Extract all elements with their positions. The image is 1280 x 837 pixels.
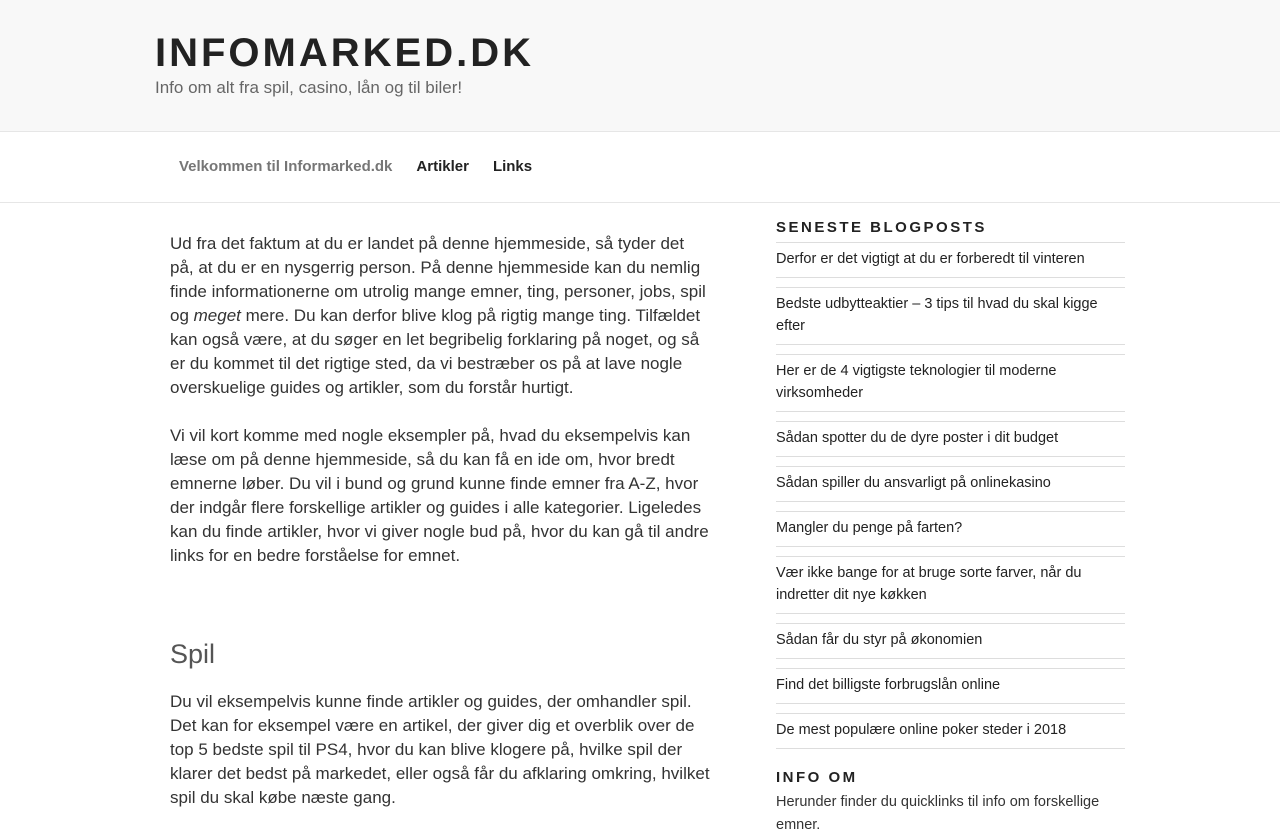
main-content	[170, 232, 710, 834]
list-item	[776, 668, 1125, 704]
post-link[interactable]: Sådan får du styr på økonomien	[776, 632, 983, 648]
post-link[interactable]: Mangler du penge på farten?	[776, 520, 963, 536]
nav-link-artikler[interactable]: Artikler	[416, 158, 469, 175]
recent-posts-widget	[776, 218, 1125, 749]
nav-list	[167, 156, 544, 178]
list-item	[776, 466, 1125, 502]
post-link[interactable]: Vær ikke bange for at bruge sorte farver, når du indretter dit nye køkken	[776, 565, 1082, 603]
recent-posts-list	[776, 242, 1125, 749]
list-item	[776, 623, 1125, 659]
list-item	[776, 421, 1125, 457]
post-link[interactable]: Her er de 4 vigtigste teknologier til moderne virksomheder	[776, 363, 1057, 401]
site-header	[0, 0, 1280, 132]
intro-text-end: mere. Du kan derfor blive klog på rigtig mange ting. Tilfældet kan også være, at du søger en let begribelig forklaring på noget, og så er du kommet til det rigtige sted, da vi bestræber os på at lave nogle overskuelige guides og artikler, som du forstår hurtigt.	[170, 306, 701, 397]
site-description: Info om alt fra spil, casino, lån og til biler!	[155, 78, 463, 97]
post-link[interactable]: Bedste udbytteaktier – 3 tips til hvad du skal kigge efter	[776, 296, 1098, 334]
post-link[interactable]: Sådan spiller du ansvarligt på onlinekasino	[776, 475, 1051, 491]
list-item	[776, 287, 1125, 345]
list-item	[776, 354, 1125, 412]
main-navigation	[0, 132, 1280, 203]
intro-paragraph	[170, 232, 710, 400]
list-item	[776, 713, 1125, 749]
site-title-link[interactable]: INFOMARKED.DK	[155, 31, 534, 75]
section-heading-spil: Spil	[170, 639, 216, 669]
info-title: INFO OM	[776, 769, 858, 786]
sidebar	[776, 218, 1125, 837]
intro-text-start: Ud fra det faktum at du er landet på denne hjemmeside, så tyder det på, at du er en nysgerrig person. På denne hjemmeside kan du nemlig finde informationerne om utrolig mange emner, ting, personer, jobs, spil og	[170, 234, 706, 325]
info-widget	[776, 768, 1125, 837]
post-link[interactable]: Derfor er det vigtigt at du er forberedt til vinteren	[776, 251, 1085, 267]
list-item	[776, 242, 1125, 278]
info-text: Herunder finder du quicklinks til info om forskellige emner.	[776, 794, 1100, 833]
intro-emphasis: meget	[193, 306, 241, 325]
nav-item-velkommen	[167, 156, 404, 178]
post-link[interactable]: Sådan spotter du de dyre poster i dit budget	[776, 430, 1059, 446]
examples-paragraph: Vi vil kort komme med nogle eksempler på, hvad du eksempelvis kan læse om på denne hjemmeside, så du kan få en ide om, hvor bredt emnerne løber. Du vil i bund og grund kunne finde emner fra A-Z, hvor der indgår flere forskellige artikler og guides i alle kategorier. Ligeledes kan du finde artikler, hvor vi giver nogle bud på, hvor du kan gå til andre links for en bedre forståelse for emnet.	[170, 426, 709, 565]
list-item	[776, 511, 1125, 547]
nav-item-artikler	[404, 156, 481, 178]
nav-link-links[interactable]: Links	[492, 158, 533, 175]
post-link[interactable]: Find det billigste forbrugslån online	[776, 677, 1001, 693]
spil-paragraph: Du vil eksempelvis kunne finde artikler og guides, der omhandler spil. Det kan for eksempel være en artikel, der giver dig et overblik over de top 5 bedste spil til PS4, hvor du kan blive klogere på, hvilke spil der klarer det bedst på markedet, eller også får du afklaring omkring, hvilket spil du skal købe næste gang.	[170, 692, 710, 807]
post-link[interactable]: De mest populære online poker steder i 2018	[776, 722, 1067, 738]
recent-posts-title: SENESTE BLOGPOSTS	[776, 219, 987, 236]
list-item	[776, 556, 1125, 614]
nav-item-links	[481, 156, 544, 178]
nav-link-velkommen[interactable]: Velkommen til Informarked.dk	[179, 158, 393, 175]
